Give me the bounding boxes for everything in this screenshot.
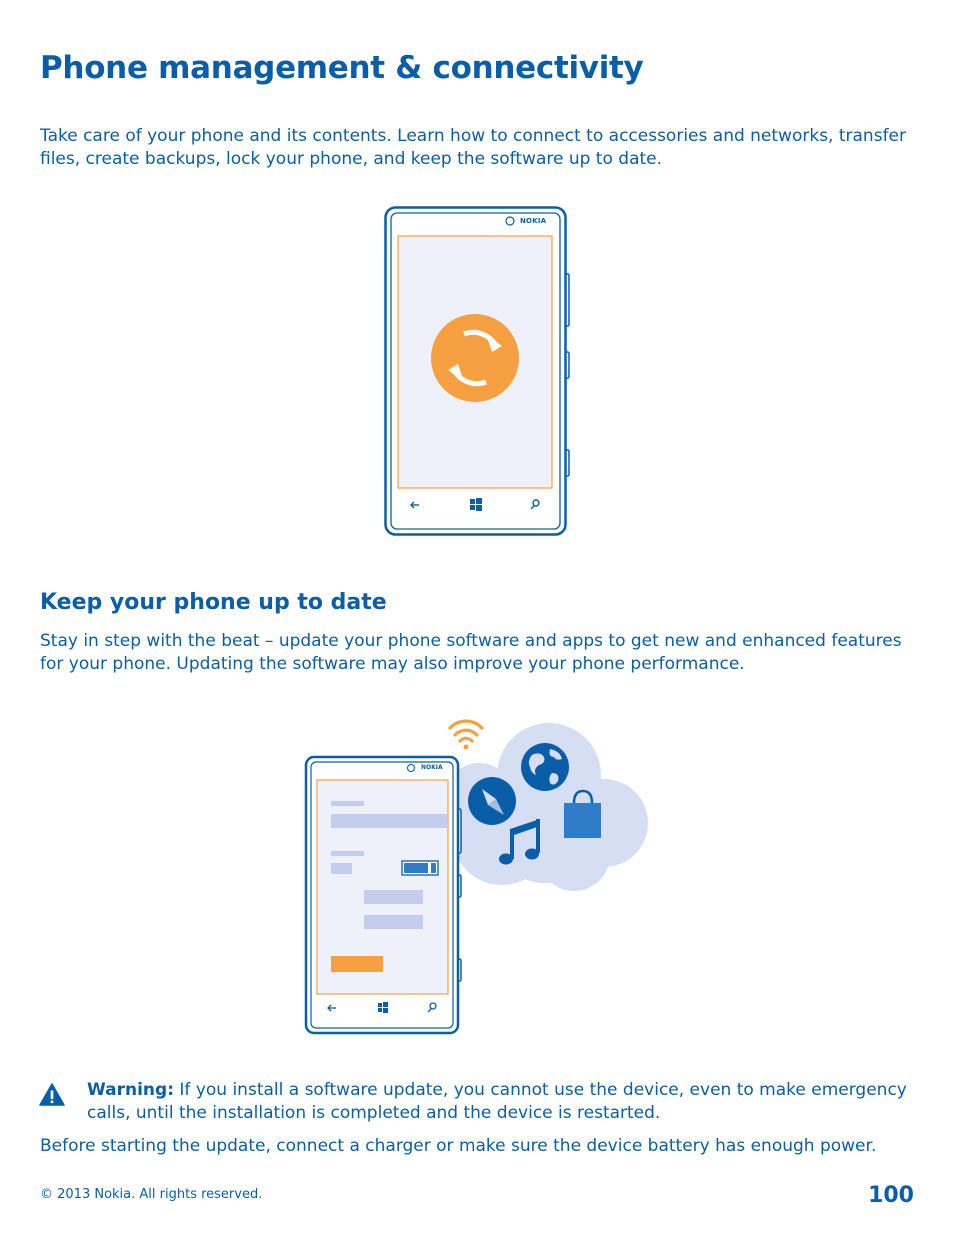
page-number: 100 bbox=[868, 1183, 914, 1208]
phone-brand-label: NOKIA bbox=[421, 764, 443, 771]
compass-icon bbox=[468, 777, 516, 825]
warning-icon bbox=[39, 1083, 65, 1106]
note-paragraph: Before starting the update, connect a charger or make sure the device battery has enough power. bbox=[40, 1136, 877, 1156]
copyright-footer: © 2013 Nokia. All rights reserved. bbox=[40, 1187, 263, 1202]
section-body: Stay in step with the beat – update your phone software and apps to get new and enhanced features for your phone. Updating the software may also improve your phone performance. bbox=[40, 631, 902, 674]
globe-icon bbox=[521, 743, 569, 791]
phone-sync-illustration bbox=[384, 206, 570, 538]
phone-brand-label: NOKIA bbox=[520, 217, 547, 225]
section-heading: Keep your phone up to date bbox=[40, 590, 387, 615]
warning-text: If you install a software update, you cannot use the device, even to make emergency calls, until the installation is completed and the device is restarted. bbox=[87, 1080, 907, 1123]
intro-paragraph: Take care of your phone and its contents. Learn how to connect to accessories and networks, transfer files, create backups, lock your phone, and keep the software up to date. bbox=[40, 126, 906, 169]
page-title: Phone management & connectivity bbox=[40, 50, 644, 86]
wifi-icon bbox=[450, 721, 482, 749]
warning-label: Warning: bbox=[87, 1080, 175, 1100]
warning-paragraph bbox=[87, 1079, 920, 1125]
phone-update-illustration bbox=[304, 715, 654, 1037]
sync-icon bbox=[431, 314, 519, 402]
battery-icon bbox=[402, 861, 438, 875]
update-button-placeholder bbox=[331, 956, 383, 972]
